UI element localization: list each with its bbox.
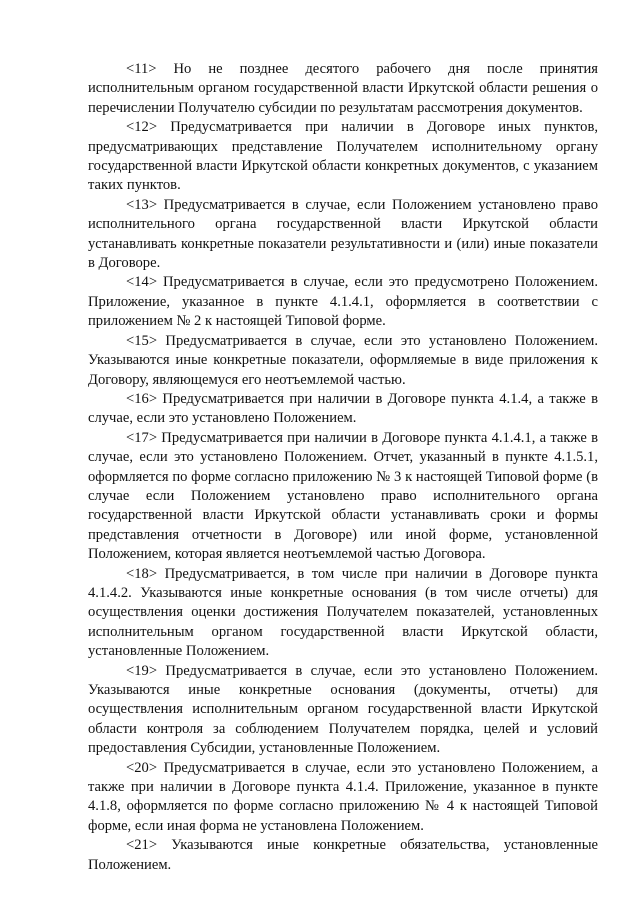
footnote-16: <16> Предусматривается при наличии в Договоре пункта 4.1.4, а также в случае, если это установлено Положением.	[88, 390, 598, 427]
footnote-12: <12> Предусматривается при наличии в Договоре иных пунктов, предусматривающих представление Получателем исполнительному органу государственной власти Иркутской области конкретных документов, с указанием таких пунктов.	[88, 119, 598, 194]
footnote-14: <14> Предусматривается в случае, если это предусмотрено Положением. Приложение, указанное в пункте 4.1.4.1, оформляется в соответствии с приложением № 2 к настоящей Типовой форме.	[88, 274, 598, 330]
footnote-15: <15> Предусматривается в случае, если это установлено Положением. Указываются иные конкретные показатели, оформляемые в виде приложения к Договору, являющемуся его неотъемлемой частью.	[88, 332, 598, 388]
footnote-21: <21> Указываются иные конкретные обязательства, установленные Положением.	[88, 837, 598, 873]
footnotes-section	[88, 60, 598, 875]
footnote-13: <13> Предусматривается в случае, если Положением установлено право исполнительного органа государственной власти Иркутской области устанавливать конкретные показатели результативности и (или) иные показатели в Договоре.	[88, 196, 598, 272]
footnote-17: <17> Предусматривается при наличии в Договоре пункта 4.1.4.1, а также в случае, если это установлено Положением. Отчет, указанный в пункте 4.1.5.1, оформляется по форме согласно приложению № 3 к настоящей Типовой форме (в случае если Положением установлено право исполнительного органа государственной власти Иркутской области устанавливать сроки и формы представления отчетности в Договоре) или иной форме, установленной Положением, которая является неотъемлемой частью Договора.	[88, 429, 598, 563]
footnote-19: <19> Предусматривается в случае, если это установлено Положением. Указываются иные конкретные основания (документы, отчеты) для осуществления исполнительным органом государственной власти Иркутской области контроля за соблюдением Получателем порядка, целей и условий предоставления Субсидии, установленные Положением.	[88, 662, 598, 757]
footnote-18: <18> Предусматривается, в том числе при наличии в Договоре пункта 4.1.4.2. Указываются иные конкретные основания (в том числе отчеты) для осуществления оценки достижения Получателем показателей, установленных исполнительным органом государственной власти Иркутской области, установленные Положением.	[88, 565, 598, 660]
footnote-20: <20> Предусматривается в случае, если это установлено Положением, а также при наличии в Договоре пункта 4.1.4. Приложение, указанное в пункте 4.1.8, оформляется по форме согласно приложению № 4 к настоящей Типовой форме, если иная форма не установлена Положением.	[88, 759, 598, 834]
footnote-11: <11> Но не позднее десятого рабочего дня после принятия исполнительным органом государственной власти Иркутской области решения о перечислении Получателю субсидии по результатам рассмотрения документов.	[88, 61, 598, 116]
